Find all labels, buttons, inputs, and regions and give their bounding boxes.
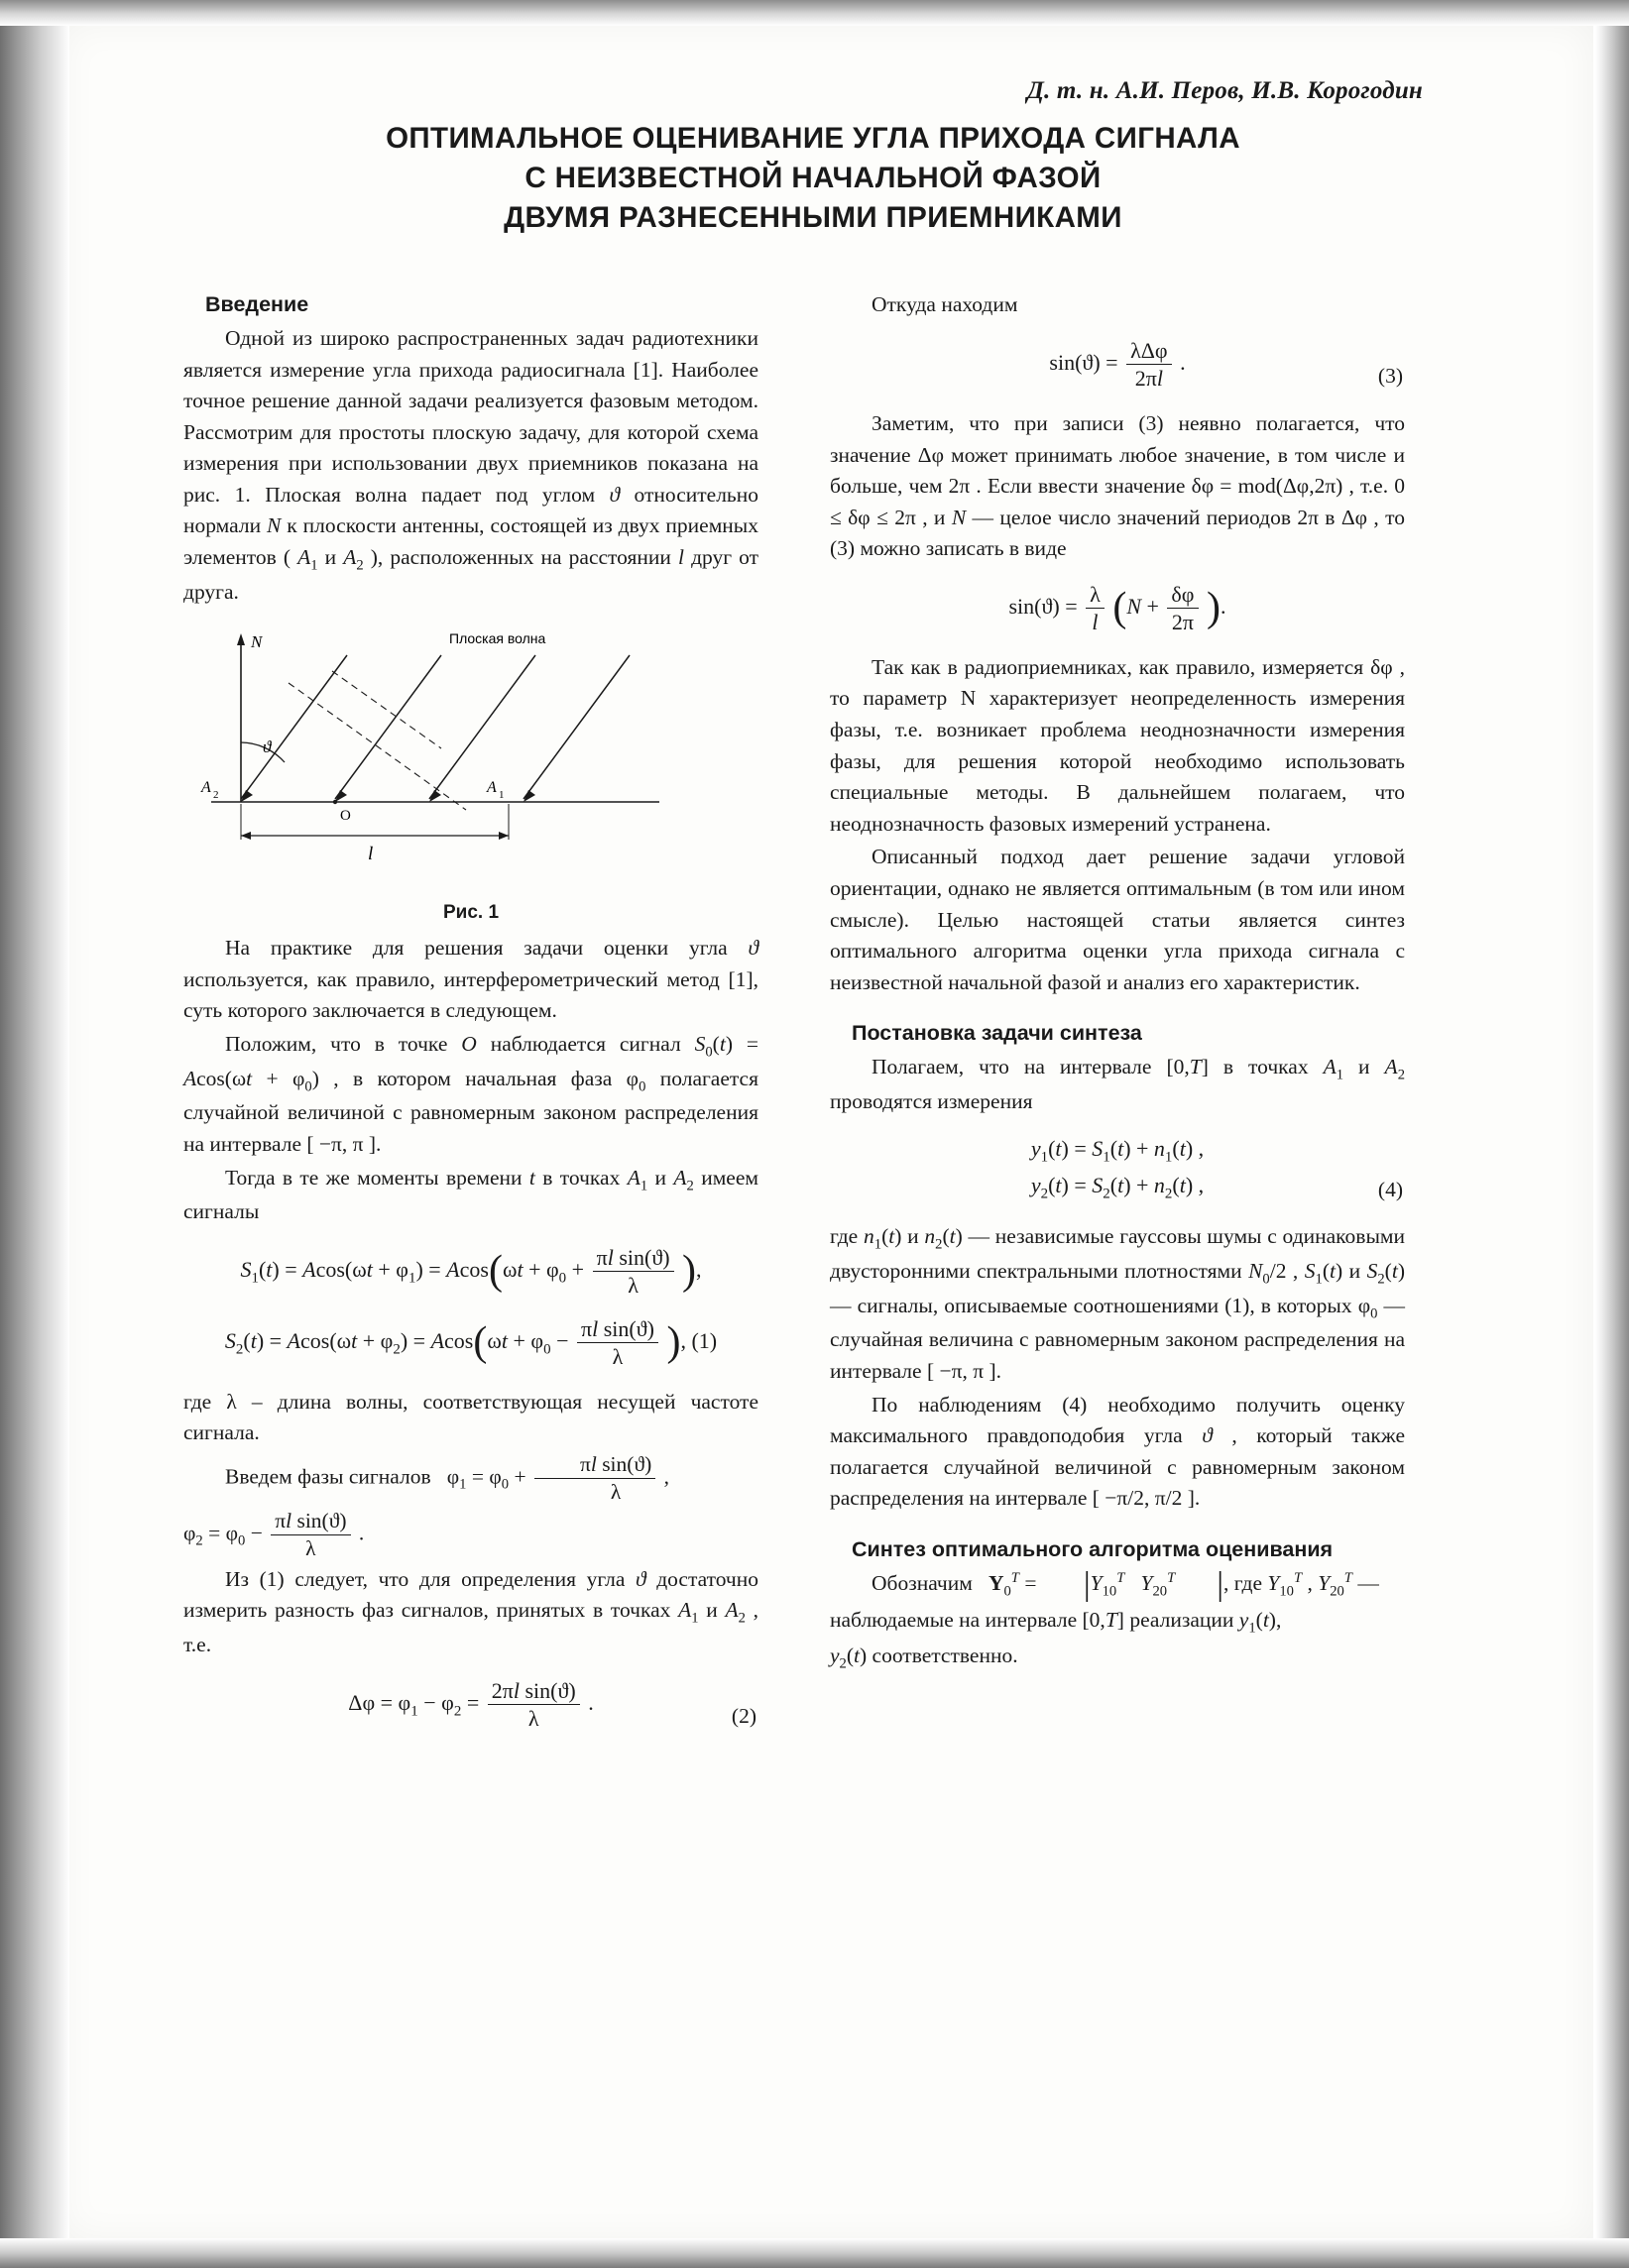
left-column [183, 289, 758, 1748]
paragraph-right-7: По наблюдениям (4) необходимо получить оценку максимального правдоподобия угла ϑ , который также полагается случайной величиной с равномерным законом распределения на интервале [ −π/2, π/2 ]. [830, 1392, 1405, 1511]
svg-text:l: l [368, 844, 374, 865]
right-column [830, 289, 1405, 1748]
paragraph-phase-diff: Из (1) следует, что для определения угла ϑ достаточно измерить разность фаз сигналов, принятых в точках $A_1$ и $A_2$ , т.е. [183, 1566, 758, 1656]
paragraph-right-9: наблюдаемые на интервале [0,T] реализации $y_1(t)$, [830, 1607, 1282, 1636]
svg-text:Плоская волна: Плоская волна [449, 630, 546, 647]
heading-task-statement: Постановка задачи синтеза [852, 1021, 1142, 1046]
paragraph-right-6: где $n_1(t)$ и $n_2(t)$ — независимые гауссовы шумы с одинаковыми двусторонними спектральными плотностями $N_0/2$ , $S_1(t)$ и $S_2(t)$ — сигналы, описываемые соотношениями (1), в которых $\varphi_0$ — случайная величина с равномерным законом распределения на интервале [ −π, π ]. [830, 1224, 1406, 1384]
figure-1 [183, 625, 758, 927]
heading-introduction: Введение [205, 292, 309, 317]
svg-text:A: A [201, 779, 211, 797]
svg-text:A: A [487, 779, 497, 797]
two-column-body [183, 289, 1443, 1748]
paragraph-right-1: Откуда находим [872, 292, 1018, 317]
equation-3-number: (3) [1377, 364, 1403, 389]
svg-text:ϑ: ϑ [263, 737, 272, 757]
equation-s2: $S_2(t) = Acos(\omega t + \varphi_2) = Acos(\omega t + \varphi_0$ − $\frac{\text{πl sin(ϑ)}}{\lambda}$ ), (1) [224, 1315, 718, 1370]
paragraph-phases: Введем фазы сигналов $\varphi_1 = \varphi_0$ + $\frac{\text{πl sin(ϑ)}}{\lambda}$ , [225, 1452, 669, 1504]
figure-1-caption: Рис. 1 [442, 902, 500, 924]
paragraph-intro-3: Положим, что в точке O наблюдается сигнал $S_0(t) = Acos(\omega t + \varphi_0)$ , в котором начальная фаза $\varphi_0$ полагается случайной величиной с равномерным законом распределения на интервале [ −π, π ]. [183, 1031, 758, 1156]
svg-text:2: 2 [213, 789, 219, 802]
equation-4-line-2: $y_2(t) = S_2(t) + n_2(t)$ , (4) [830, 1170, 1405, 1205]
scan-shadow-bottom [0, 2238, 1629, 2268]
equation-3: sin(ϑ) = $\frac{\text{λΔφ}}{2\pi l}$ . (3) [1049, 337, 1403, 392]
paragraph-right-5: Полагаем, что на интервале [0,T] в точках $A_1$ и $A_2$ проводятся измерения [830, 1055, 1405, 1113]
equation-4 [830, 1133, 1405, 1205]
page-title [183, 119, 1443, 238]
equation-4-number: (4) [1377, 1177, 1403, 1201]
title-line-3: ДВУМЯ РАЗНЕСЕННЫМИ ПРИЕМНИКАМИ [504, 201, 1122, 235]
scan-shadow-left [0, 0, 69, 2268]
paragraph-right-3: Так как в радиоприемниках, как правило, измеряется δφ , то параметр N характеризует неопределенность измерения фазы, т.е. возникает проблема неоднозначности измерения фазы, для решения которой необходимо использовать специальные методы. В дальнейшем полагаем, что неоднозначность фазовых измерений устранена. [830, 654, 1405, 836]
equation-3a: sin(ϑ) = $\frac{\lambda}{l}$ (N + $\frac{\delta\varphi}{2\pi}$ ). [1008, 581, 1226, 635]
equation-s1: $S_1(t) = Acos(\omega t + \varphi_1) = Acos(\omega t + \varphi_0$ + $\frac{\text{πl sin(ϑ)}}{\lambda}$ ), [240, 1244, 702, 1299]
equation-2: $\Delta\varphi = \varphi_1 - \varphi_2$ = $\frac{\text{2πl sin(ϑ)}}{\lambda}$ . (2) [348, 1677, 756, 1732]
equation-1-number: (1) [691, 1327, 718, 1353]
paragraph-intro-4: Тогда в те же моменты времени t в точках $A_1$ и $A_2$ имеем сигналы [183, 1165, 758, 1224]
scan-shadow-right [1595, 0, 1629, 2268]
title-line-2: С НЕИЗВЕСТНОЙ НАЧАЛЬНОЙ ФАЗОЙ [524, 162, 1102, 195]
paragraph-phase2: $\varphi_2 = \varphi_0$ − $\frac{\text{πl sin(ϑ)}}{\lambda}$ . [183, 1508, 365, 1560]
page-content [183, 77, 1443, 1749]
paragraph-right-10: $y_2(t)$ соответственно. [830, 1644, 1018, 1672]
paragraph-right-4: Описанный подход дает решение задачи угловой ориентации, однако не является оптимальным (в том или ином смысле). Целью настоящей статьи является синтез оптимального алгоритма оценки угла прихода сигнала с неизвестной начальной фазой и анализ его характеристик. [830, 845, 1405, 994]
equation-4-line-1: $y_1(t) = S_1(t) + n_1(t)$ , [1030, 1136, 1205, 1166]
svg-text:1: 1 [499, 789, 505, 802]
svg-text:N: N [251, 632, 263, 652]
paragraph-right-8: Обозначим $Y_0^T = |Y_{10}^T$ $Y_{20}^T$ |, где $Y_{10}^T$ , $Y_{20}^T$ — [872, 1565, 1379, 1603]
authors-line: Д. т. н. А.И. Перов, И.В. Корогодин [1026, 77, 1423, 104]
svg-text:O: O [340, 808, 351, 825]
paragraph-right-2: Заметим, что при записи (3) неявно полагается, что значение Δφ может принимать любое значение, в том числе и больше, чем 2π . Если ввести значение δφ = mod(Δφ,2π) , т.е. 0 ≤ δφ ≤ 2π , и N — целое число значений периодов 2π в Δφ , то (3) можно записать в виде [830, 410, 1406, 561]
heading-synthesis: Синтез оптимального алгоритма оценивания [852, 1537, 1334, 1562]
paragraph-lambda-note: где λ – длина волны, соответствующая несущей частоте сигнала. [183, 1389, 758, 1445]
equation-2-number: (2) [731, 1703, 756, 1728]
paragraph-intro-2: На практике для решения задачи оценки угла ϑ используется, как правило, интерферометрический метод [1], суть которого заключается в следующем. [183, 935, 758, 1023]
paragraph-intro-1: Одной из широко распространенных задач радиотехники является измерение угла прихода радиосигнала [1]. Наиболее точное решение данной задачи реализуется фазовым методом. Рассмотрим для простоты плоскую задачу, для которой схема измерения при использовании двух приемников показана на рис. 1. Плоская волна падает под углом ϑ относительно нормали N к плоскости антенны, состоящей из двух приемных элементов ( $A_1$ и $A_2$ ), расположенных на расстоянии l друг от друга. [183, 325, 758, 604]
figure-1-drawing [193, 625, 749, 885]
title-line-1: ОПТИМАЛЬНОЕ ОЦЕНИВАНИЕ УГЛА ПРИХОДА СИГНАЛА [386, 122, 1240, 155]
